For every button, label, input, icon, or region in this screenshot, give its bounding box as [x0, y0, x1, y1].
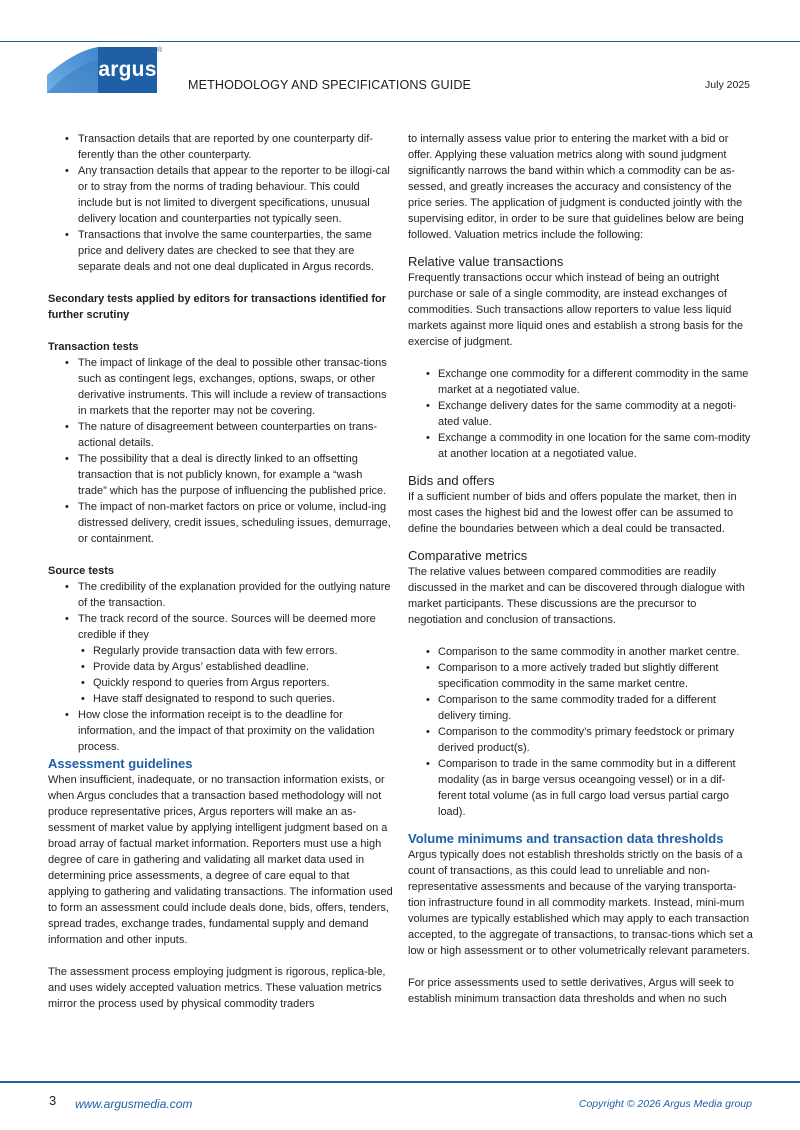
assessment-guidelines-heading: Assessment guidelines — [48, 756, 193, 771]
list-item: • Have staff designated to respond to such queries. — [48, 691, 393, 707]
footer-rule — [0, 1081, 800, 1083]
bids-offers-heading: Bids and offers — [408, 473, 495, 488]
intro-bullet-list — [48, 131, 393, 275]
list-item: • Comparison to a more actively traded but slightly different specification commodity in the same market centre. — [408, 660, 753, 692]
right-column — [408, 131, 753, 1007]
valuation-paragraph: to internally assess value prior to entering the market with a bid or offer. Applying these valuation metrics along with sound judgment significantly narrows the band within which a commodity can be as-sessed, and greatly increases the accuracy and consistency of the price series. The application of judgment is conducted jointly with the supervising editor, in order to be sure that guidelines below are being followed. Valuation metrics include the following: — [408, 133, 744, 241]
list-item: • The impact of linkage of the deal to possible other transac-tions such as contingent legs, exchanges, options, swaps, or other derivative instruments. This will include a review of transactions in markets that the reporter may not be covering. — [48, 355, 393, 419]
source-tests-list-continued — [48, 707, 393, 755]
logo-wordmark: argus — [98, 58, 157, 81]
page-number: 3 — [49, 1093, 57, 1108]
list-item: • The possibility that a deal is directly linked to an offsetting transaction that is not publicly known, for example a “wash trade” which has the purpose of influencing the published price. — [48, 451, 393, 499]
transaction-tests-heading: Transaction tests — [48, 341, 139, 353]
list-item: • Transactions that involve the same counterparties, the same price and delivery dates are checked to see that they are separate deals and not one deal duplicated in Argus records. — [48, 227, 393, 275]
list-item: • Provide data by Argus’ established deadline. — [48, 659, 393, 675]
list-item: • The track record of the source. Sources will be deemed more credible if they — [48, 611, 393, 643]
registered-mark: ® — [157, 47, 163, 54]
source-tests-list — [48, 579, 393, 643]
list-item: • The credibility of the explanation provided for the outlying nature of the transaction. — [48, 579, 393, 611]
left-column — [48, 131, 393, 1012]
list-item: • Quickly respond to queries from Argus reporters. — [48, 675, 393, 691]
list-item: • How close the information receipt is to the deadline for information, and the impact of that proximity on the validation process. — [48, 707, 393, 755]
list-item: • Comparison to trade in the same commodity but in a different modality (as in barge versus oceangoing vessel) or in a dif-ferent total volume (as in full cargo load versus partial cargo load). — [408, 756, 753, 820]
list-item: • Comparison to the commodity’s primary feedstock or primary derived product(s). — [408, 724, 753, 756]
list-item: • Exchange delivery dates for the same commodity at a negoti-ated value. — [408, 398, 753, 430]
header-rule — [0, 41, 800, 42]
volume-minimums-paragraph: Argus typically does not establish thresholds strictly on the basis of a count of transactions, as this could lead to unreliable and non-representative assessments and because of the varying transporta-tion infrastructure found in all commodity markets. Instead, mini-mum volumes are typically established which may apply to each transaction accepted, to the aggregate of transactions, to transac-tions which set a low or high assessment or to other volumetrically relevant parameters. — [408, 849, 753, 957]
transaction-tests-list — [48, 355, 393, 547]
source-credibility-sublist — [48, 643, 393, 707]
list-item: • The impact of non-market factors on price or volume, includ-ing distressed delivery, credit issues, scheduling issues, demurrage, or containment. — [48, 499, 393, 547]
source-tests-heading: Source tests — [48, 565, 115, 577]
relative-value-list — [408, 366, 753, 462]
relative-value-heading: Relative value transactions — [408, 254, 564, 269]
bids-offers-paragraph: If a sufficient number of bids and offers populate the market, then in most cases the highest bid and the lowest offer can be assumed to define the boundaries between which a deal could be transacted. — [408, 491, 737, 535]
comparative-metrics-heading: Comparative metrics — [408, 548, 528, 563]
secondary-tests-heading: Secondary tests applied by editors for transactions identified for further scrutiny — [48, 293, 387, 321]
list-item: • Exchange one commodity for a different commodity in the same market at a negotiated value. — [408, 366, 753, 398]
list-item: • Comparison to the same commodity in another market centre. — [408, 644, 753, 660]
comparative-metrics-paragraph: The relative values between compared commodities are readily discussed in the market and can be discovered through dialogue with market participants. These discussions are the precursor to negotiation and conclusion of transactions. — [408, 566, 745, 626]
argus-logo[interactable] — [47, 47, 163, 93]
assessment-paragraph-1: When insufficient, inadequate, or no transaction information exists, or when Argus concludes that a transaction based methodology will not produce representative prices, Argus reporters will make an as-sessment of market value by applying intelligent judgment based on a broad array of factual market information. Reporters must use a high degree of care in gathering and validating all market data used in determining price assessments, a degree of care equal to that applying to gathering and validating transactions. The information used to form an assessment could include deals done, bids, offers, tenders, spread trades, exchange trades, fundamental supply and demand information and other inputs. — [48, 774, 393, 946]
website-link[interactable]: www.argusmedia.com — [75, 1097, 193, 1111]
assessment-paragraph-2: The assessment process employing judgment is rigorous, replica-ble, and uses widely accepted valuation metrics. These valuation metrics mirror the process used by physical commodity traders — [48, 966, 386, 1010]
derivatives-paragraph: For price assessments used to settle derivatives, Argus will seek to establish minimum transaction data thresholds and when no such — [408, 977, 734, 1005]
list-item: • Exchange a commodity in one location for the same com-modity at another location at a negotiated value. — [408, 430, 753, 462]
volume-minimums-heading: Volume minimums and transaction data thresholds — [408, 831, 724, 846]
guide-date: July 2025 — [705, 79, 750, 91]
list-item: • The nature of disagreement between counterparties on trans-actional details. — [48, 419, 393, 451]
comparative-metrics-list — [408, 644, 753, 820]
list-item: • Any transaction details that appear to the reporter to be illogi-cal or to stray from the norms of trading behaviour. This could include but is not limited to divergent specifications, unusual delivery location and counterparties not typically seen. — [48, 163, 393, 227]
guide-title: METHODOLOGY AND SPECIFICATIONS GUIDE — [188, 78, 472, 92]
list-item: • Regularly provide transaction data with few errors. — [48, 643, 393, 659]
relative-value-paragraph: Frequently transactions occur which instead of being an outright purchase or sale of a single commodity, are instead exchanges of commodities. Such transactions allow reporters to value less liquid markets against more liquid ones and establish a strong basis for the exercise of judgment. — [408, 272, 744, 348]
list-item: • Transaction details that are reported by one counterparty dif-ferently than the other counterparty. — [48, 131, 393, 163]
copyright-notice: Copyright © 2026 Argus Media group — [578, 1098, 752, 1110]
list-item: • Comparison to the same commodity traded for a different delivery timing. — [408, 692, 753, 724]
